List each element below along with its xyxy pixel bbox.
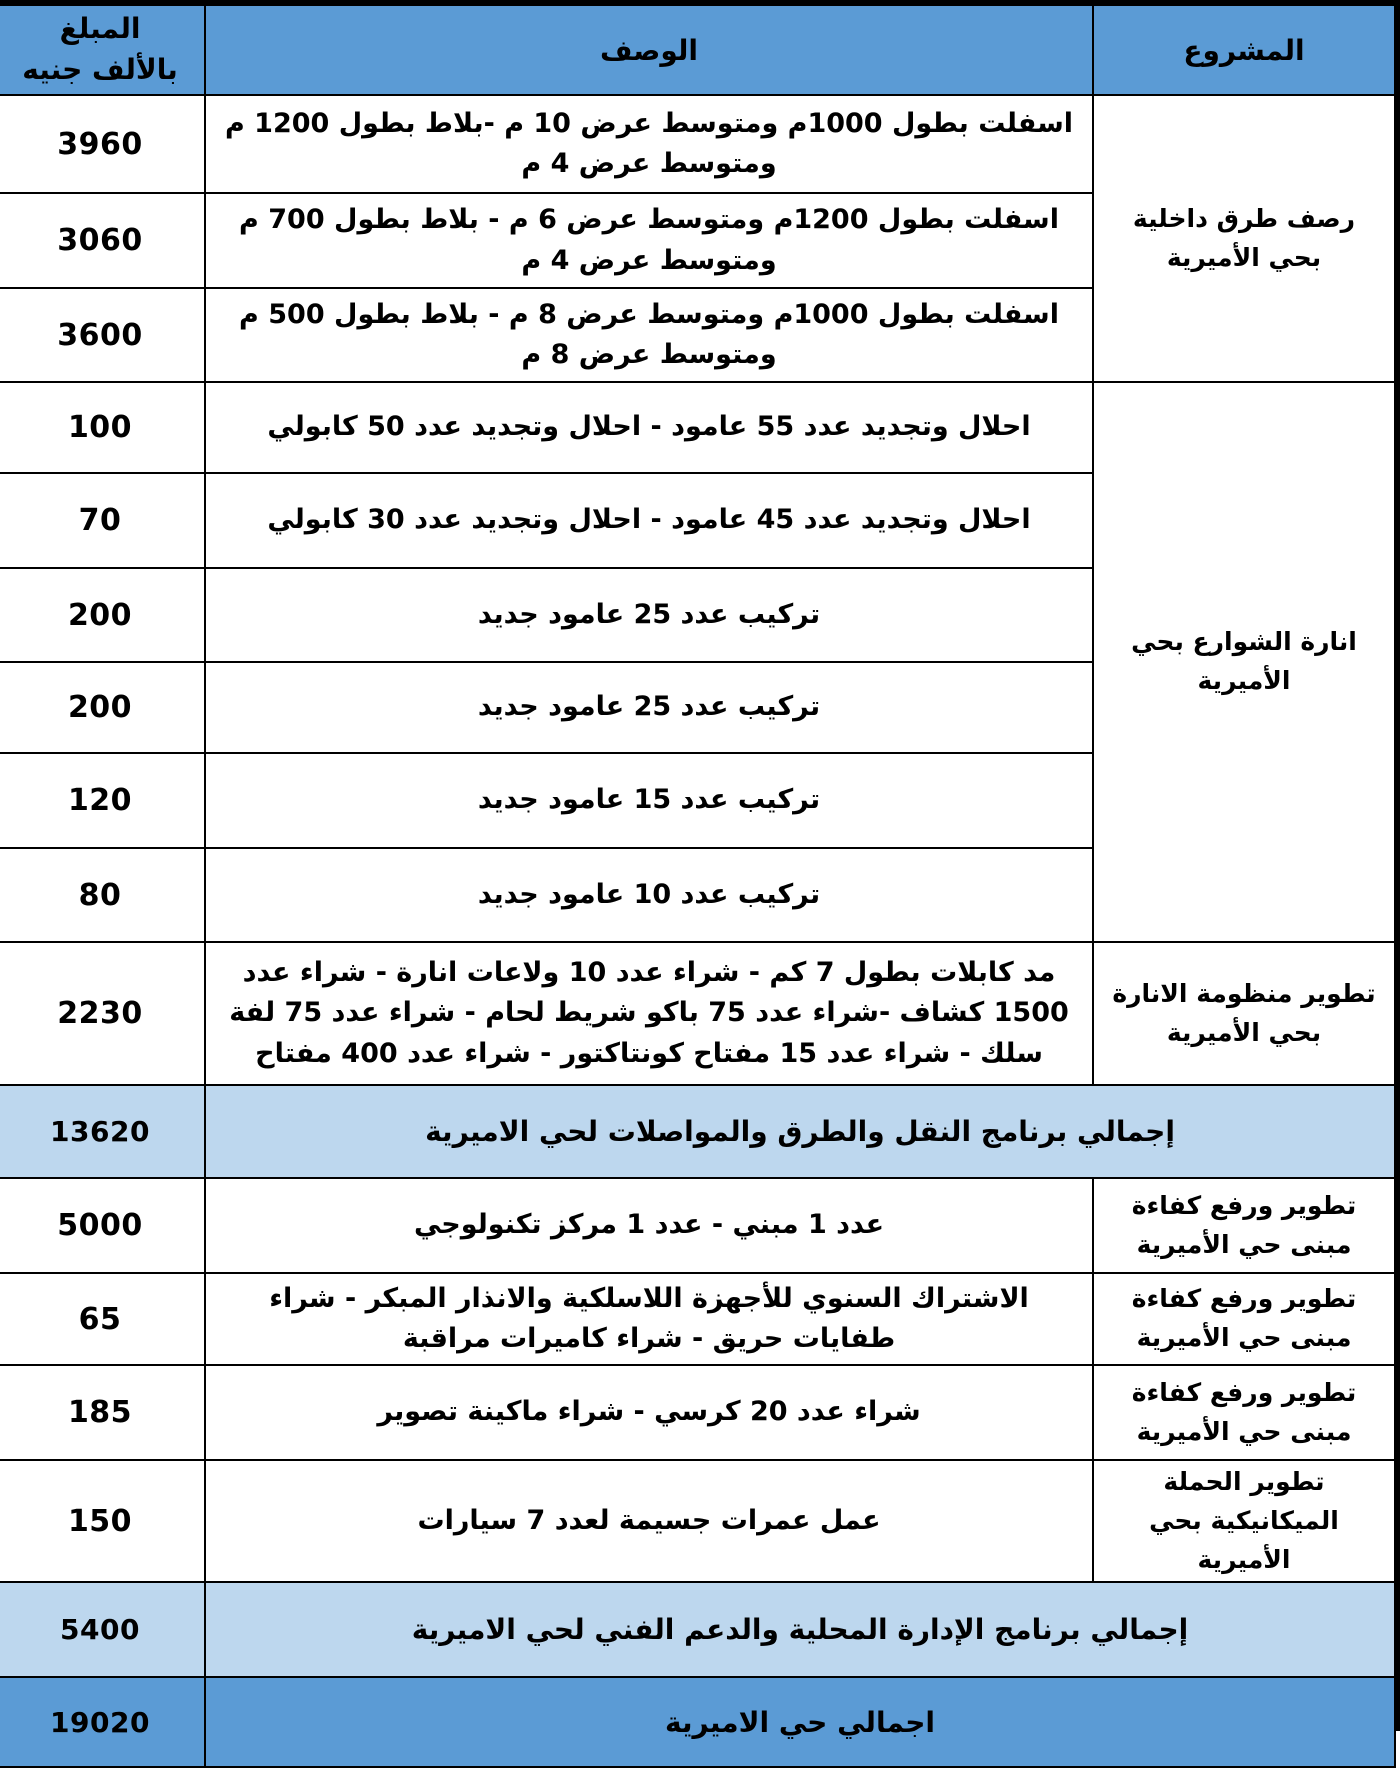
project-cell: تطوير منظومة الانارة بحي الأميرية <box>1093 942 1395 1085</box>
header-amount-line2: بالألف جنيه <box>22 53 178 86</box>
amount-cell: 200 <box>0 568 205 662</box>
project-cell: تطوير ورفع كفاءة مبنى حي الأميرية <box>1093 1178 1395 1273</box>
header-project: المشروع <box>1093 5 1395 95</box>
subtotal-amount-cell: 5400 <box>0 1582 205 1677</box>
budget-table <box>0 4 1396 1768</box>
table-row <box>0 1273 1395 1365</box>
description-cell: شراء عدد 20 كرسي - شراء ماكينة تصوير <box>205 1365 1093 1460</box>
amount-cell: 65 <box>0 1273 205 1365</box>
project-cell: تطوير ورفع كفاءة مبنى حي الأميرية <box>1093 1273 1395 1365</box>
description-cell: احلال وتجديد عدد 45 عامود - احلال وتجديد عدد 30 كابولي <box>205 473 1093 568</box>
description-cell: اسفلت بطول 1000م ومتوسط عرض 10 م -بلاط بطول 1200 م ومتوسط عرض 4 م <box>205 95 1093 193</box>
description-cell: تركيب عدد 25 عامود جديد <box>205 662 1093 753</box>
amount-cell: 120 <box>0 753 205 848</box>
amount-cell: 80 <box>0 848 205 942</box>
amount-cell: 185 <box>0 1365 205 1460</box>
description-cell: عمل عمرات جسيمة لعدد 7 سيارات <box>205 1460 1093 1582</box>
header-description: الوصف <box>205 5 1093 95</box>
description-cell: اسفلت بطول 1000م ومتوسط عرض 8 م - بلاط بطول 500 م ومتوسط عرض 8 م <box>205 288 1093 382</box>
project-cell: تطوير ورفع كفاءة مبنى حي الأميرية <box>1093 1365 1395 1460</box>
table-row <box>0 95 1395 193</box>
amount-cell: 100 <box>0 382 205 473</box>
table-row <box>0 1365 1395 1460</box>
description-cell: احلال وتجديد عدد 55 عامود - احلال وتجديد عدد 50 كابولي <box>205 382 1093 473</box>
subtotal-label-cell: إجمالي برنامج الإدارة المحلية والدعم الفني لحي الاميرية <box>205 1582 1395 1677</box>
project-cell: انارة الشوارع بحي الأميرية <box>1093 382 1395 942</box>
amount-cell: 150 <box>0 1460 205 1582</box>
description-cell: الاشتراك السنوي للأجهزة اللاسلكية والانذار المبكر - شراء طفايات حريق - شراء كاميرات مراقبة <box>205 1273 1093 1365</box>
description-cell: اسفلت بطول 1200م ومتوسط عرض 6 م - بلاط بطول 700 م ومتوسط عرض 4 م <box>205 193 1093 288</box>
description-cell: تركيب عدد 15 عامود جديد <box>205 753 1093 848</box>
amount-cell: 3600 <box>0 288 205 382</box>
amount-cell: 70 <box>0 473 205 568</box>
header-amount-line1: المبلغ <box>59 12 141 46</box>
header-row <box>0 5 1395 95</box>
description-cell: مد كابلات بطول 7 كم - شراء عدد 10 ولاعات انارة - شراء عدد 1500 كشاف -شراء عدد 75 باكو شريط لحام - شراء عدد 75 لفة سلك - شراء عدد 15 مفتاح كونتاكتور - شراء عدد 400 مفتاح <box>205 942 1093 1085</box>
subtotal-label-cell: إجمالي برنامج النقل والطرق والمواصلات لحي الاميرية <box>205 1085 1395 1178</box>
amount-cell: 2230 <box>0 942 205 1085</box>
table-row <box>0 382 1395 473</box>
table-row <box>0 1460 1395 1582</box>
project-cell: تطوير الحملة الميكانيكية بحي الأميرية <box>1093 1460 1395 1582</box>
amount-cell: 200 <box>0 662 205 753</box>
description-cell: تركيب عدد 25 عامود جديد <box>205 568 1093 662</box>
amount-cell: 3060 <box>0 193 205 288</box>
amount-cell: 3960 <box>0 95 205 193</box>
subtotal-row <box>0 1085 1395 1178</box>
project-cell: رصف طرق داخلية بحي الأميرية <box>1093 95 1395 382</box>
table-row <box>0 1178 1395 1273</box>
table-row <box>0 942 1395 1085</box>
description-cell: تركيب عدد 10 عامود جديد <box>205 848 1093 942</box>
header-amount <box>0 5 205 95</box>
subtotal-amount-cell: 13620 <box>0 1085 205 1178</box>
grand-total-label-cell: اجمالي حي الاميرية <box>205 1677 1395 1767</box>
grand-total-amount-cell: 19020 <box>0 1677 205 1767</box>
grand-total-row <box>0 1677 1395 1767</box>
subtotal-row <box>0 1582 1395 1677</box>
description-cell: عدد 1 مبني - عدد 1 مركز تكنولوجي <box>205 1178 1093 1273</box>
amount-cell: 5000 <box>0 1178 205 1273</box>
